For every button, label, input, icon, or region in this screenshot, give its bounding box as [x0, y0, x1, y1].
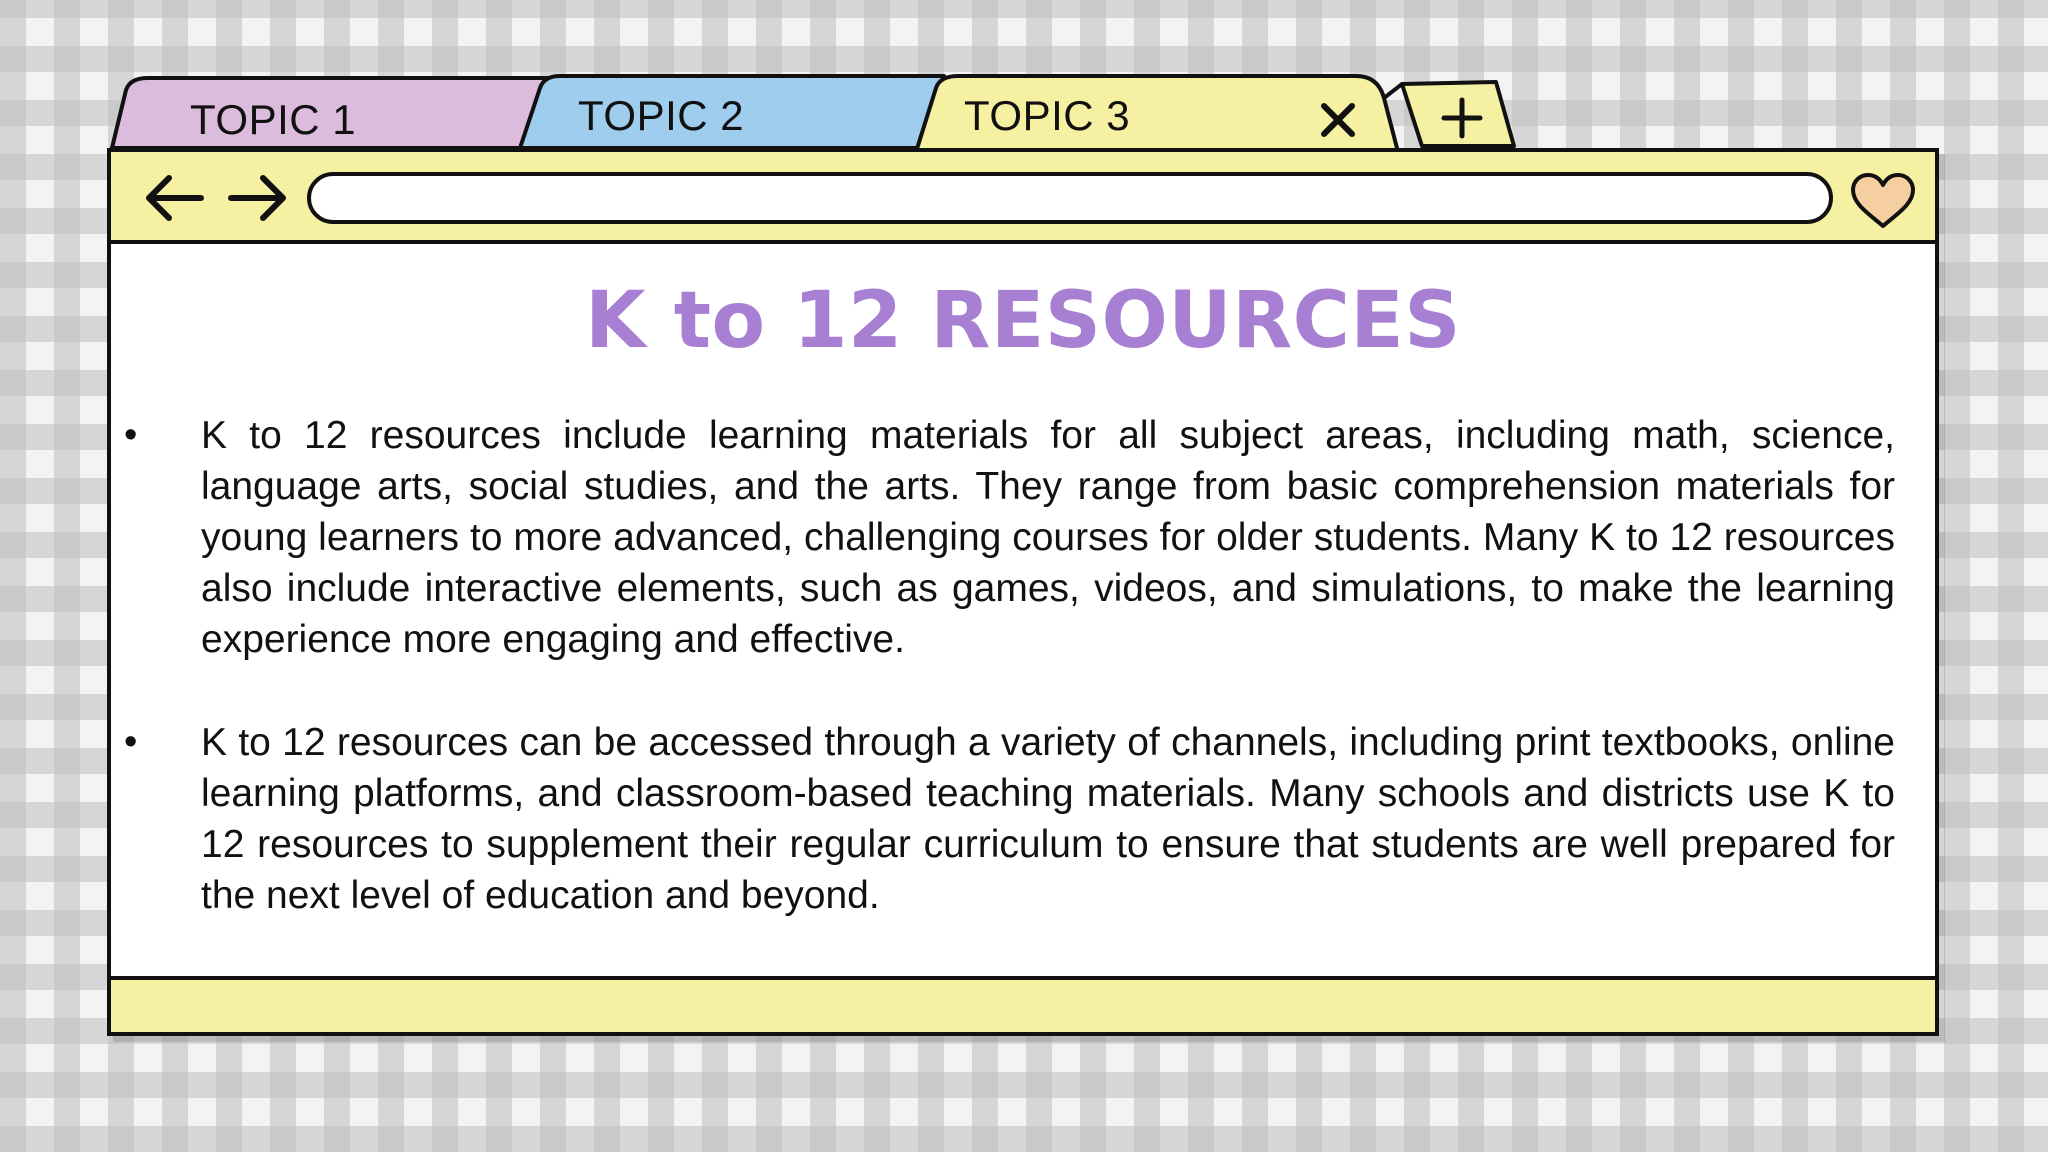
- tab-topic-1-label[interactable]: TOPIC 1: [190, 96, 357, 143]
- address-bar-input[interactable]: [307, 172, 1833, 224]
- tab-strip: [0, 0, 2048, 160]
- close-icon[interactable]: [1316, 98, 1360, 142]
- tab-topic-2-label[interactable]: TOPIC 2: [578, 92, 745, 139]
- heart-icon[interactable]: [1849, 172, 1917, 230]
- footer-bar: [111, 976, 1935, 1032]
- bullet-item: [111, 410, 1935, 665]
- page-title: K to 12 RESOURCES: [585, 276, 1461, 366]
- toolbar: [111, 152, 1935, 244]
- bullet-list: [111, 410, 1935, 973]
- bullet-dot: •: [124, 414, 138, 456]
- bullet-text: K to 12 resources can be accessed through a variety of channels, including print textbooks, online learning platforms, and classroom-based teaching materials. Many schools and districts use K to 12 resources to supplement their regular curriculum to ensure that students are well prepared for the next level of education and beyond.: [201, 721, 1895, 917]
- tab-topic-3-label[interactable]: TOPIC 3: [964, 92, 1131, 139]
- bullet-item: [111, 717, 1935, 921]
- arrow-left-icon[interactable]: [141, 172, 207, 224]
- bullet-text: K to 12 resources include learning materials for all subject areas, including math, science, language arts, social studies, and the arts. They range from basic comprehension materials for young learners to more advanced, challenging courses for older students. Many K to 12 resources also include interactive elements, such as games, videos, and simulations, to make the learning experience more engaging and effective.: [201, 414, 1895, 661]
- arrow-right-icon[interactable]: [225, 172, 291, 224]
- plus-icon[interactable]: [1410, 86, 1514, 146]
- bullet-dot: •: [124, 721, 138, 763]
- browser-window: [107, 148, 1939, 1036]
